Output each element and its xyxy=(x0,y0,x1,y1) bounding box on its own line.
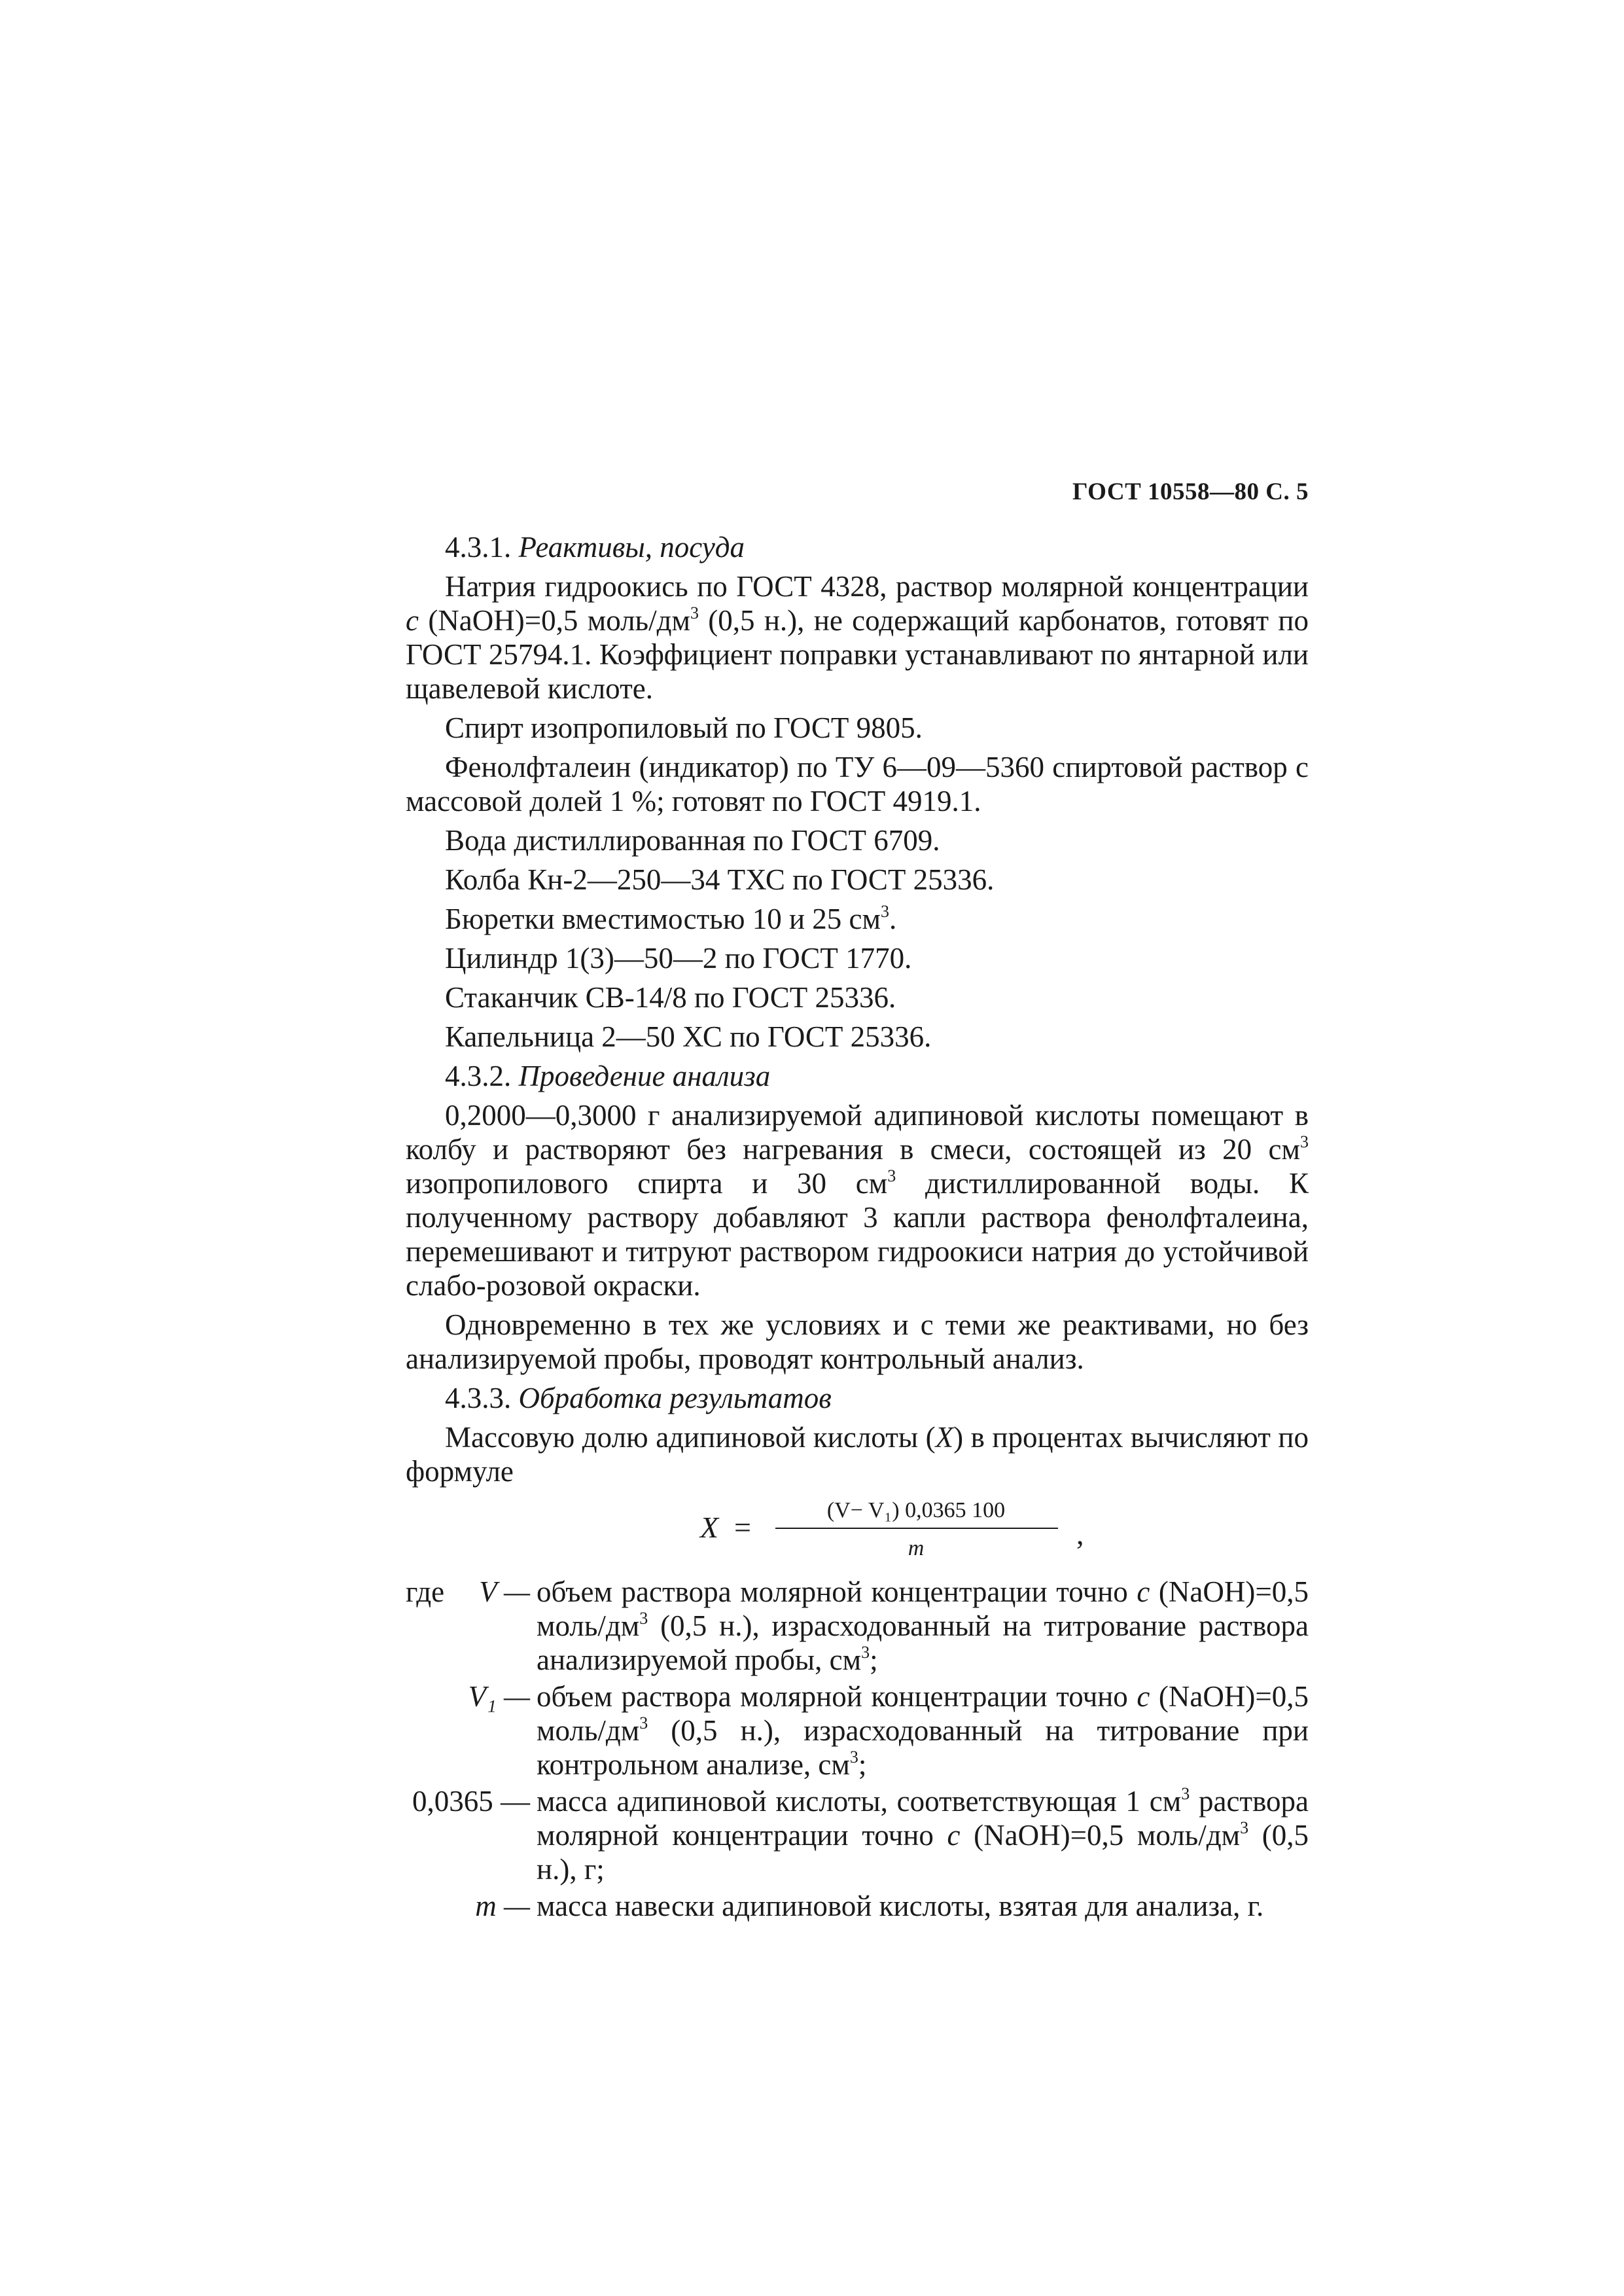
text-run: (NaOH)=0,5 моль/дм xyxy=(418,604,690,637)
text-run: . xyxy=(889,903,897,935)
definition-v1 xyxy=(406,1679,1309,1782)
superscript: 3 xyxy=(1181,1784,1190,1803)
list-item: Вода дистиллированная по ГОСТ 6709. xyxy=(445,824,940,857)
section-heading-4-3-1 xyxy=(406,530,1309,564)
symbol-c: с xyxy=(947,1819,961,1852)
list-item: Капельница 2—50 ХС по ГОСТ 25336. xyxy=(445,1020,932,1053)
superscript: 3 xyxy=(1300,1132,1309,1151)
text-run: (NaOH)=0,5 моль/дм xyxy=(960,1819,1241,1852)
superscript: 3 xyxy=(880,902,889,921)
superscript: 3 xyxy=(690,603,699,622)
section-heading-4-3-2 xyxy=(406,1059,1309,1093)
symbol-m: m — xyxy=(475,1890,530,1922)
paragraph-procedure xyxy=(406,1098,1309,1302)
text-run: ; xyxy=(870,1643,878,1676)
text-run: (0,5 н.), израсходованный на титрование при контрольном анализе, см xyxy=(537,1714,1309,1781)
definition-m xyxy=(406,1889,1309,1923)
symbol-v: V — xyxy=(479,1575,530,1608)
text-run: ; xyxy=(858,1748,867,1781)
definition-key xyxy=(406,1889,537,1923)
section-title: Обработка результатов xyxy=(518,1382,832,1414)
definition-key xyxy=(406,1575,537,1609)
text-run: (0,5 н.), г; xyxy=(537,1819,1309,1886)
text-run: (NaOH)=0,5 моль/дм xyxy=(537,1680,1309,1747)
text-run: Массовую долю адипиновой кислоты ( xyxy=(445,1421,936,1454)
section-title: Реактивы, посуда xyxy=(518,531,745,564)
superscript: 3 xyxy=(1240,1818,1249,1837)
definition-coefficient xyxy=(406,1784,1309,1886)
text-run: объем раствора молярной концентрации точно xyxy=(537,1680,1137,1713)
running-header: ГОСТ 10558—80 С. 5 xyxy=(1072,478,1309,505)
symbol-c: с xyxy=(406,604,419,637)
list-item-burettes xyxy=(406,902,1309,936)
definition-text xyxy=(537,1679,1309,1782)
text-run: изопропилового спирта и 30 см xyxy=(406,1167,888,1200)
text-run: (0,5 н.), израсходованный на титрование раствора анализируемой пробы, см xyxy=(537,1609,1309,1676)
text-run: ) в процентах вычисляют по формуле xyxy=(406,1421,1309,1488)
coefficient-value: 0,0365 — xyxy=(412,1785,530,1818)
superscript: 3 xyxy=(849,1748,858,1767)
text-run: (0,5 н.), не содержащий карбонатов, готовят по ГОСТ 25794.1. Коэффициент поправки устанавливают по янтарной или щавелевой кислоте. xyxy=(406,604,1309,705)
document-body xyxy=(406,530,1309,1926)
symbol-c: с xyxy=(1137,1575,1150,1608)
superscript: 3 xyxy=(639,1713,648,1732)
paragraph-control-analysis: Одновременно в тех же условиях и с теми же реактивами, но без анализируемой пробы, проводят контрольный анализ. xyxy=(406,1308,1309,1375)
text-run: Бюретки вместимостью 10 и 25 см xyxy=(445,903,881,935)
list-item: Фенолфталеин (индикатор) по ТУ 6—09—5360 спиртовой раствор с массовой долей 1 %; готовят по ГОСТ 4919.1. xyxy=(406,751,1309,817)
list-item: Колба Кн-2—250—34 ТХС по ГОСТ 25336. xyxy=(445,863,995,896)
definition-key xyxy=(406,1679,537,1713)
formula-equals: = xyxy=(734,1511,751,1544)
symbol-x: X xyxy=(935,1421,954,1454)
definition-text xyxy=(537,1575,1309,1677)
section-title: Проведение анализа xyxy=(518,1060,771,1092)
text-run: Натрия гидроокись по ГОСТ 4328, раствор молярной концентрации xyxy=(445,570,1309,603)
list-item: Цилиндр 1(3)—50—2 по ГОСТ 1770. xyxy=(445,942,912,975)
text-run: раствора молярной концентрации точно xyxy=(537,1785,1309,1852)
section-number: 4.3.2. xyxy=(445,1060,512,1092)
formula-comma: , xyxy=(1076,1517,1084,1551)
formula-denominator: m xyxy=(908,1536,925,1560)
paragraph-calculation xyxy=(406,1420,1309,1488)
text-run: (NaOH)=0,5 моль/дм xyxy=(537,1575,1309,1642)
section-number: 4.3.1. xyxy=(445,531,512,564)
definition-text xyxy=(537,1784,1309,1886)
list-item: Стаканчик СВ-14/8 по ГОСТ 25336. xyxy=(445,981,896,1014)
text-run: дистиллированной воды. К полученному раствору добавляют 3 капли раствора фенолфталеина, перемешивают и титруют раствором гидроокиси натрия до устойчивой слабо-розовой окраски. xyxy=(406,1167,1309,1302)
where-word: где xyxy=(406,1575,445,1608)
superscript: 3 xyxy=(887,1166,896,1185)
section-number: 4.3.3. xyxy=(445,1382,512,1414)
formula xyxy=(406,1494,1309,1572)
text-run: масса адипиновой кислоты, соответствующая 1 см xyxy=(537,1785,1182,1818)
paragraph-sodium-hydroxide xyxy=(406,569,1309,706)
definition-v xyxy=(406,1575,1309,1677)
formula-numerator: (V− V₁) 0,0365 100 xyxy=(826,1498,1006,1522)
definitions-list xyxy=(406,1575,1309,1923)
text-run: объем раствора молярной концентрации точно xyxy=(537,1575,1137,1608)
section-heading-4-3-3 xyxy=(406,1381,1309,1415)
superscript: 3 xyxy=(639,1609,648,1628)
superscript: 3 xyxy=(861,1643,870,1662)
list-item: Спирт изопропиловый по ГОСТ 9805. xyxy=(445,711,923,744)
symbol-c: с xyxy=(1137,1680,1150,1713)
symbol-v1: V₁ — xyxy=(468,1680,530,1713)
definition-key xyxy=(406,1784,537,1818)
formula-lhs: X xyxy=(700,1511,719,1544)
definition-text: масса навески адипиновой кислоты, взятая для анализа, г. xyxy=(537,1890,1264,1922)
fraction-bar xyxy=(775,1528,1058,1529)
text-run: 0,2000—0,3000 г анализируемой адипиновой кислоты помещают в колбу и растворяют без нагревания в смеси, состоящей из 20 см xyxy=(406,1099,1309,1166)
